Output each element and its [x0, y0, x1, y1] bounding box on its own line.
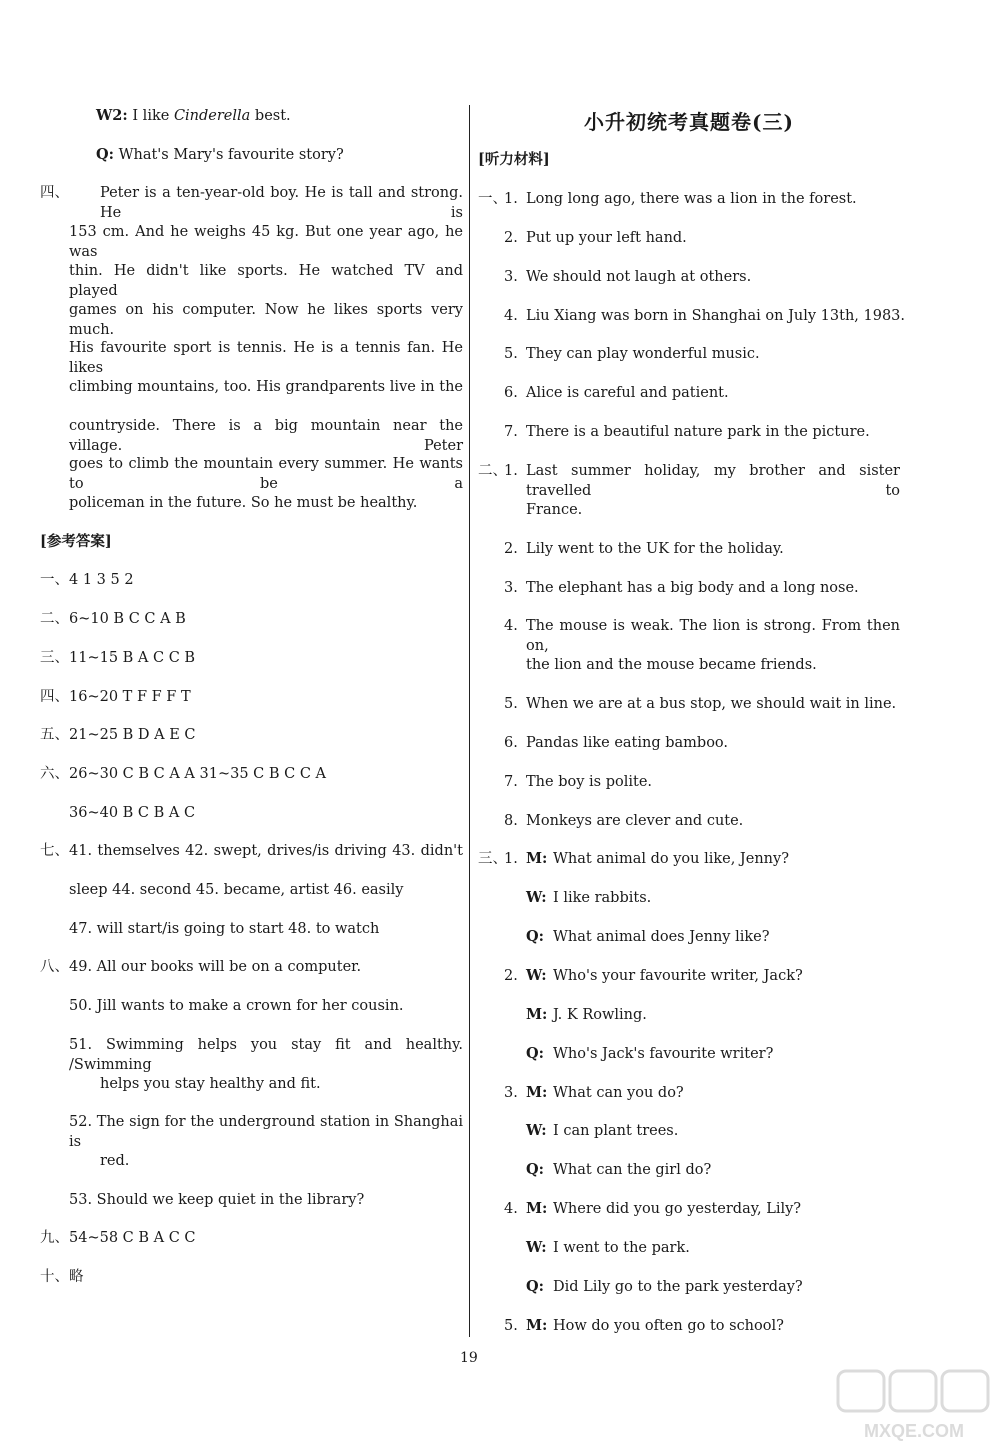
question-number: 5. [504, 1317, 518, 1334]
listening-line: Long long ago, there was a lion in the forest. [526, 191, 857, 207]
listening-line: Liu Xiang was born in Shanghai on July 13th, 1983. [526, 307, 906, 324]
listening-line: Who's your favourite writer, Jack? [553, 968, 803, 984]
section-number: 四、 [40, 185, 69, 202]
speaker-label: M: [526, 850, 548, 868]
speaker-label: M: [526, 1316, 548, 1334]
answer-line: helps you stay healthy and fit. [100, 1075, 321, 1092]
answer-section-number: 二、 [40, 611, 69, 628]
dialogue-line [96, 145, 344, 165]
speaker-label: M: [526, 1005, 548, 1023]
question-number: 3. [504, 579, 518, 596]
listening-line: The mouse is weak. The lion is strong. From then on, [526, 618, 900, 655]
dialogue-text: best. [250, 108, 291, 124]
answer-line: 略 [69, 1269, 84, 1285]
passage-line: climbing mountains, too. His grandparents live in the [69, 378, 463, 395]
question-number: 6. [504, 734, 518, 751]
passage-line: countryside. There is a big mountain near the village. Peter [69, 417, 463, 454]
answer-section-number: 八、 [40, 959, 69, 976]
question-number: 3. [504, 268, 518, 285]
page-number: 19 [460, 1350, 478, 1366]
question-number: 8. [504, 812, 518, 829]
listening-line: I can plant trees. [553, 1123, 679, 1140]
speaker-label: W: [526, 967, 547, 984]
question-number: 5. [504, 346, 518, 363]
question-number: 6. [504, 385, 518, 402]
answer-line: sleep 44. second 45. became, artist 46. easily [69, 882, 404, 898]
column-divider [469, 105, 470, 1337]
speaker-label: Q: [526, 1161, 544, 1179]
question-number: 7. [504, 424, 518, 441]
answer-section-number: 六、 [40, 765, 69, 782]
question-number: 4. [504, 307, 518, 324]
question-number: 1. [504, 851, 518, 868]
listening-section-number: 二、 [478, 462, 507, 479]
answer-line: 36~40 B C B A C [69, 804, 196, 821]
listening-line: the lion and the mouse became friends. [526, 657, 817, 674]
story-title: Cinderella [173, 108, 251, 124]
paper-title: 小升初统考真题卷(三) [584, 110, 794, 134]
listening-line: The boy is polite. [526, 773, 653, 790]
passage-line: 153 cm. And he weighs 45 kg. But one year ago, he was [69, 224, 463, 261]
passage-line: His favourite sport is tennis. He is a tennis fan. He likes [69, 340, 463, 377]
question-number: 4. [504, 618, 518, 635]
listening-line: Last summer holiday, my brother and sister travelled to [526, 462, 900, 499]
dialogue-line [96, 106, 291, 126]
answer-section-number: 四、 [40, 688, 69, 705]
question-number: 5. [504, 696, 518, 713]
answer-line: 21~25 B D A E C [69, 727, 196, 744]
passage-line: thin. He didn't like sports. He watched TV and played [69, 262, 463, 299]
speaker-label: W: [526, 889, 547, 907]
answer-line: 49. All our books will be on a computer. [69, 959, 362, 976]
listening-line: What animal do you like, Jenny? [553, 851, 789, 868]
question-number: 2. [504, 229, 518, 246]
answer-line: 53. Should we keep quiet in the library? [69, 1191, 365, 1208]
listening-line: Who's Jack's favourite writer? [553, 1045, 774, 1062]
listening-line: There is a beautiful nature park in the picture. [526, 424, 870, 441]
answer-section-number: 九、 [40, 1230, 69, 1247]
question-number: 1. [504, 462, 518, 479]
question-number: 1. [504, 191, 518, 207]
listening-line: Pandas like eating bamboo. [526, 734, 729, 751]
speaker-label: M: [526, 1200, 548, 1218]
answer-line: red. [100, 1152, 130, 1169]
question-number: 4. [504, 1201, 518, 1218]
question-number: 2. [504, 968, 518, 984]
listening-line: I like rabbits. [553, 890, 652, 907]
listening-line: Did Lily go to the park yesterday? [553, 1278, 803, 1295]
question-number: 7. [504, 773, 518, 790]
listening-line: Where did you go yesterday, Lily? [553, 1201, 802, 1218]
listening-section-number: 三、 [478, 851, 507, 868]
speaker-label: W: [526, 1122, 547, 1140]
watermark-text: MXQE.COM [863, 1421, 965, 1441]
passage-line: goes to climb the mountain every summer. He wants to be a [69, 456, 463, 493]
listening-line: France. [526, 501, 583, 518]
listening-line: Monkeys are clever and cute. [526, 812, 744, 829]
answer-line: 4 1 3 5 2 [69, 572, 134, 589]
dialogue-text: What's Mary's favourite story? [118, 146, 344, 163]
answer-section-number: 十、 [40, 1269, 69, 1285]
passage-line: games on his computer. Now he likes sports very much. [69, 301, 463, 338]
question-number: 2. [504, 540, 518, 557]
answer-section-number: 七、 [40, 843, 69, 860]
answer-line: 16~20 T F F F T [69, 688, 191, 705]
speaker-label: Q: [526, 1044, 544, 1062]
speaker-label: W2: [96, 107, 128, 124]
answer-line: 51. Swimming helps you stay fit and healthy. /Swimming [69, 1036, 463, 1073]
speaker-label: W: [526, 1238, 547, 1256]
listening-line: The elephant has a big body and a long nose. [526, 579, 859, 596]
watermark-logo [834, 1365, 994, 1445]
answer-line: 52. The sign for the underground station in Shanghai is [69, 1114, 463, 1151]
listening-line: Alice is careful and patient. [526, 385, 729, 402]
listening-line: What animal does Jenny like? [553, 929, 770, 946]
answer-line: 6~10 B C C A B [69, 611, 186, 628]
answer-line: 11~15 B A C C B [69, 649, 196, 666]
passage-line: Peter is a ten-year-old boy. He is tall and strong. He is [100, 185, 463, 222]
listening-line: We should not laugh at others. [526, 268, 752, 285]
answer-line: 41. themselves 42. swept, drives/is driving 43. didn't [69, 843, 463, 860]
listening-line: How do you often go to school? [553, 1317, 784, 1334]
answer-section-number: 五、 [40, 727, 69, 744]
answer-line: 26~30 C B C A A 31~35 C B C C A [69, 765, 326, 782]
speaker-label: Q: [526, 1277, 544, 1295]
passage-line: policeman in the future. So he must be healthy. [69, 495, 418, 511]
answer-line: 47. will start/is going to start 48. to watch [69, 920, 380, 937]
listening-line: When we are at a bus stop, we should wait in line. [526, 696, 897, 713]
question-number: 3. [504, 1084, 518, 1101]
listening-line: What can the girl do? [553, 1162, 712, 1179]
answer-section-number: 三、 [40, 649, 69, 666]
answers-header: [参考答案] [40, 532, 112, 550]
answer-line: 50. Jill wants to make a crown for her cousin. [69, 998, 404, 1015]
answer-section-number: 一、 [40, 572, 69, 589]
speaker-label: M: [526, 1083, 548, 1101]
listening-line: Put up your left hand. [526, 229, 687, 246]
listening-line: I went to the park. [553, 1239, 690, 1256]
listening-section-number: 一、 [478, 191, 507, 207]
answer-line: 54~58 C B A C C [69, 1230, 196, 1247]
listening-line: J. K Rowling. [553, 1006, 647, 1023]
listening-line: They can play wonderful music. [526, 346, 760, 363]
speaker-label: Q: [526, 928, 544, 946]
dialogue-text: I like [132, 108, 174, 124]
speaker-label: Q: [96, 145, 114, 163]
listening-header: [听力材料] [478, 151, 550, 168]
listening-line: What can you do? [553, 1084, 684, 1101]
listening-line: Lily went to the UK for the holiday. [526, 540, 784, 557]
